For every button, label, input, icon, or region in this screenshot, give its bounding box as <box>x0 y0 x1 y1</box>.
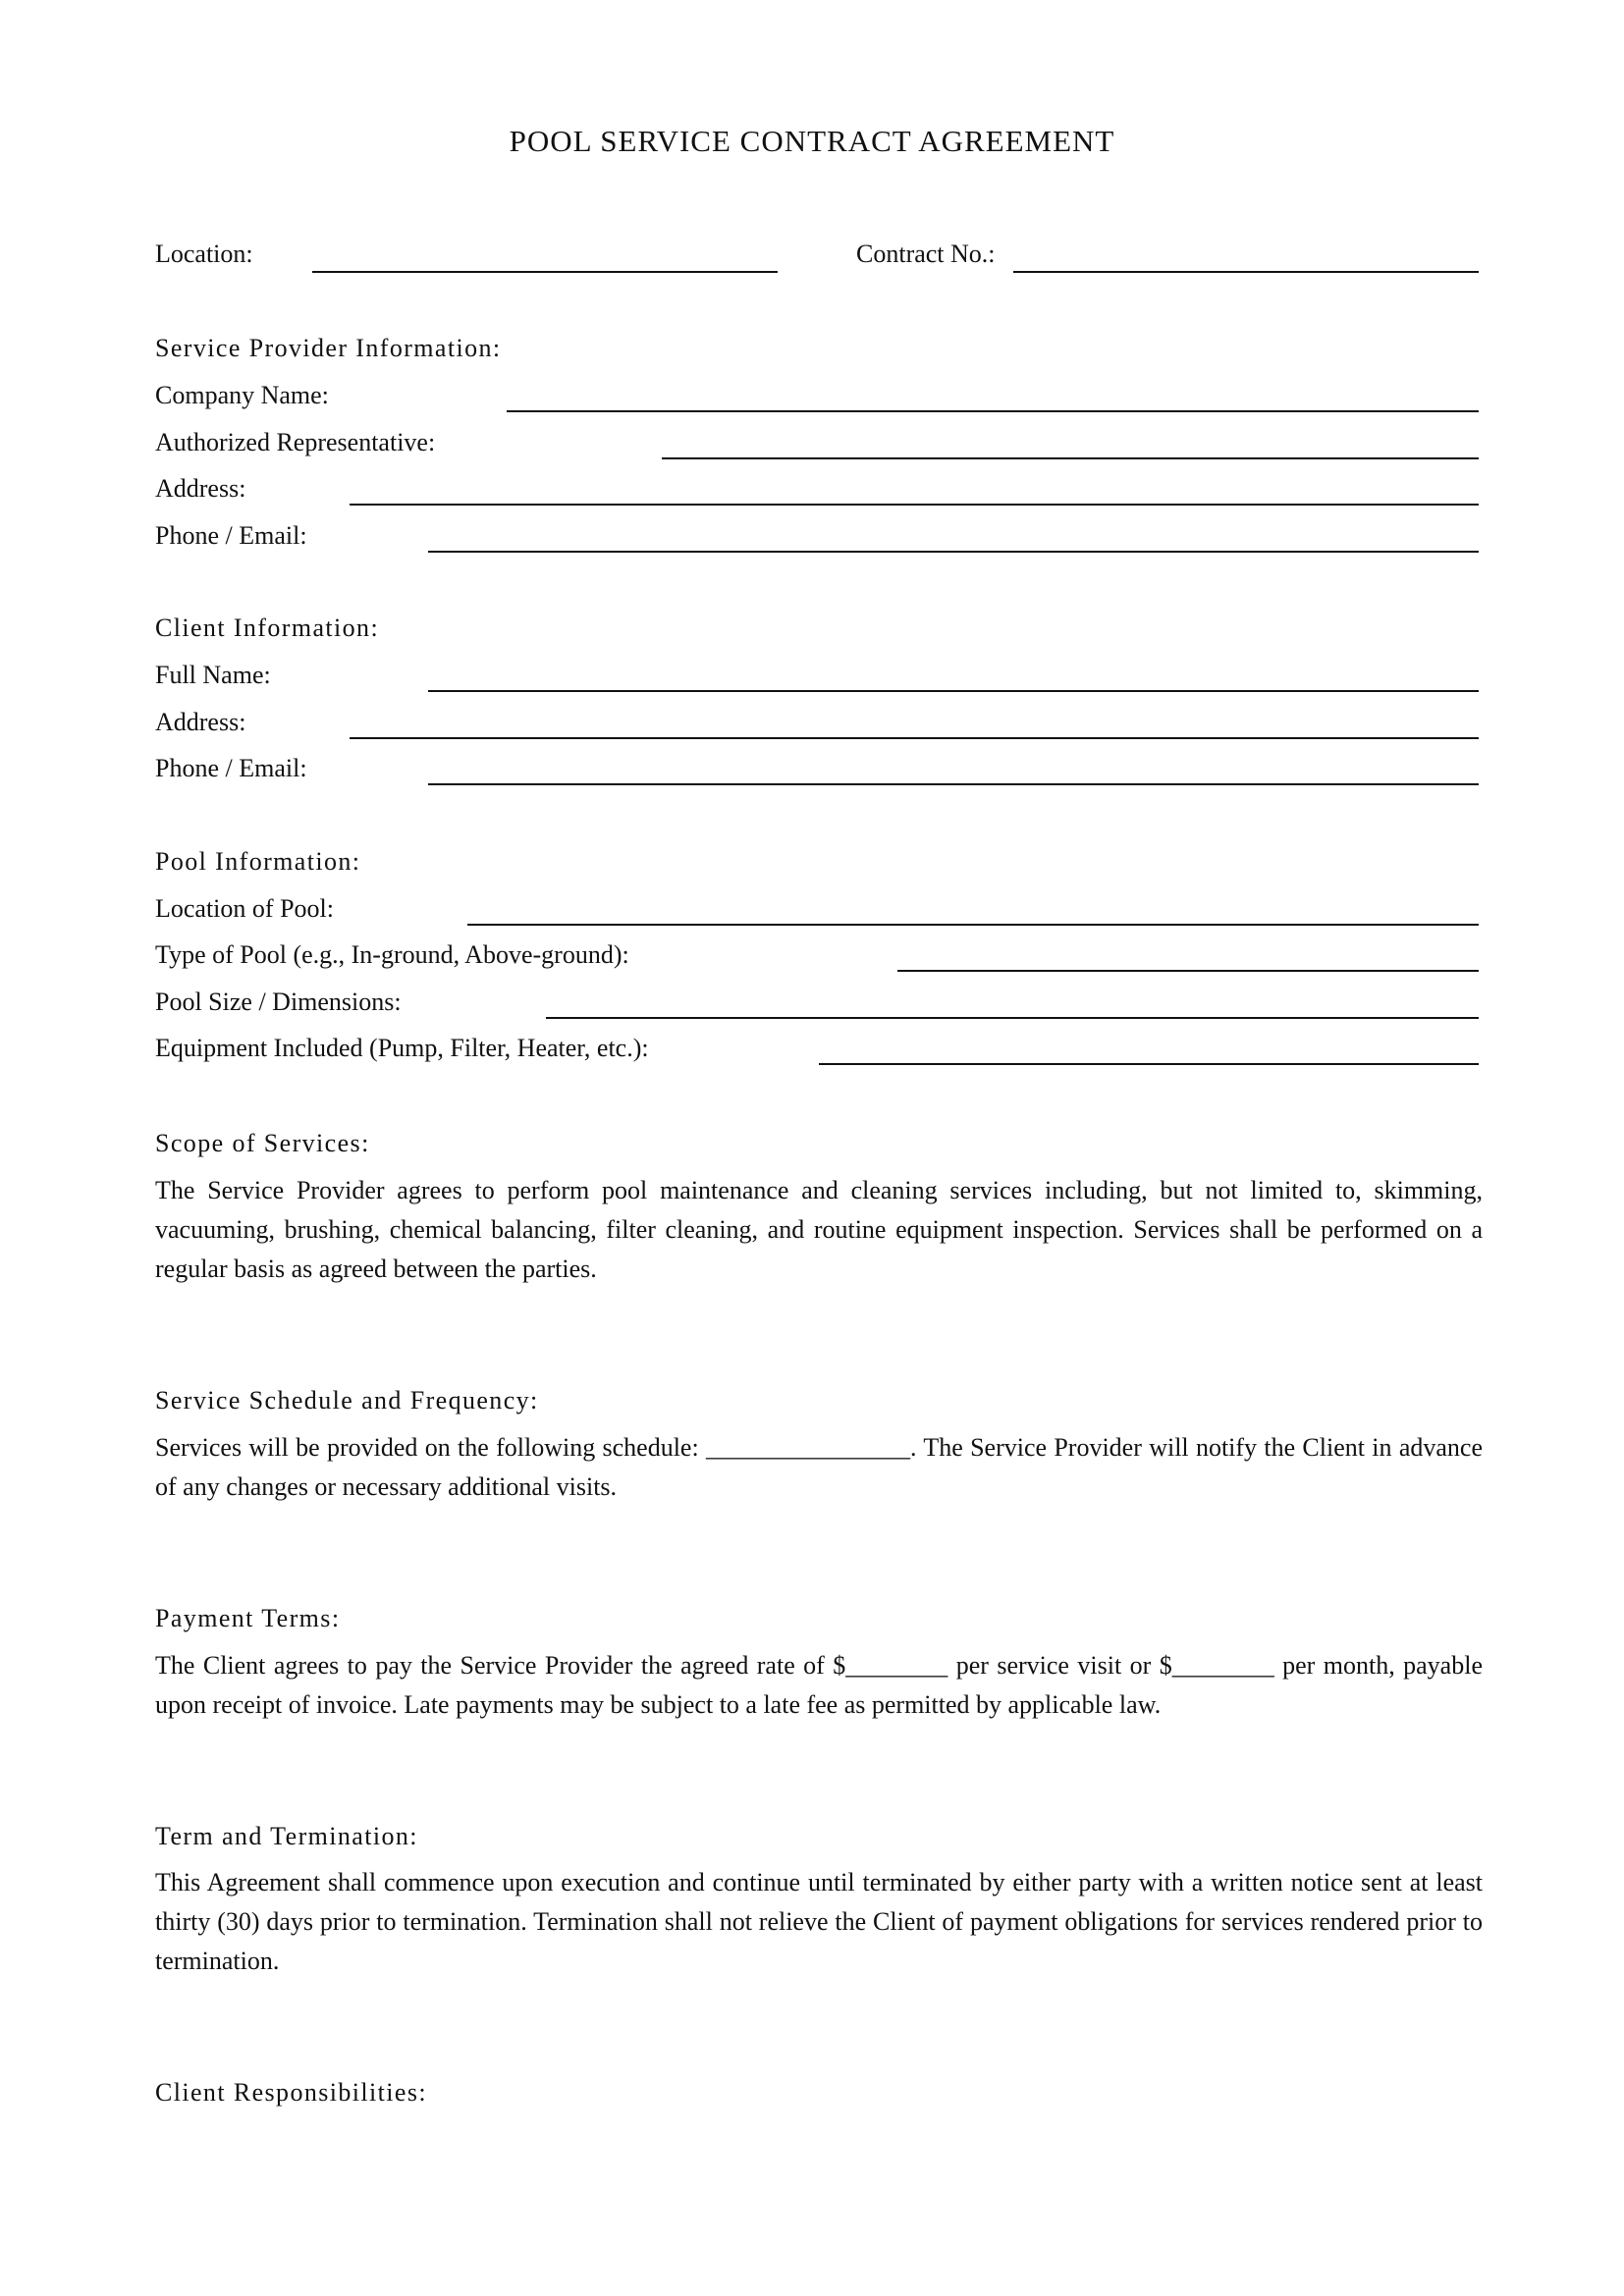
authorized-representative-field[interactable] <box>662 457 1479 459</box>
client-address-label: Address: <box>155 708 246 736</box>
pool-type-label: Type of Pool (e.g., In-ground, Above-ground): <box>155 940 629 969</box>
service-schedule-heading: Service Schedule and Frequency: <box>155 1386 539 1415</box>
client-phone-email-label: Phone / Email: <box>155 754 307 782</box>
company-name-label: Company Name: <box>155 381 329 409</box>
location-field[interactable] <box>312 271 778 273</box>
term-termination-text: This Agreement shall commence upon execution and continue until terminated by either party with a written notice sent at least thirty (30) days prior to termination. Termination shall not relieve the Client of payment obligations for services rendered prior to termination. <box>155 1868 1483 1975</box>
pool-location-field[interactable] <box>467 924 1479 926</box>
company-name-field[interactable] <box>507 410 1479 412</box>
scope-of-services-heading: Scope of Services: <box>155 1129 370 1157</box>
term-termination-heading: Term and Termination: <box>155 1822 418 1850</box>
client-full-name-label: Full Name: <box>155 661 271 689</box>
pool-size-field[interactable] <box>546 1017 1479 1019</box>
service-schedule-text: Services will be provided on the following schedule: ________________. The Service Provider will notify the Client in advance of any changes or necessary additional visits. <box>155 1433 1483 1501</box>
provider-address-field[interactable] <box>350 504 1479 506</box>
authorized-representative-label: Authorized Representative: <box>155 428 436 456</box>
equipment-included-field[interactable] <box>819 1063 1479 1065</box>
pool-size-label: Pool Size / Dimensions: <box>155 988 402 1016</box>
client-phone-email-field[interactable] <box>428 783 1479 785</box>
client-responsibilities-heading: Client Responsibilities: <box>155 2078 427 2107</box>
payment-terms-heading: Payment Terms: <box>155 1604 341 1632</box>
provider-phone-email-label: Phone / Email: <box>155 521 307 550</box>
pool-information-heading: Pool Information: <box>155 847 361 876</box>
service-provider-heading: Service Provider Information: <box>155 334 502 362</box>
equipment-included-label: Equipment Included (Pump, Filter, Heater, etc.): <box>155 1034 649 1062</box>
provider-address-label: Address: <box>155 474 246 503</box>
contract-no-label: Contract No.: <box>856 240 996 268</box>
pool-type-field[interactable] <box>897 970 1479 972</box>
provider-phone-email-field[interactable] <box>428 551 1479 553</box>
client-address-field[interactable] <box>350 737 1479 739</box>
client-full-name-field[interactable] <box>428 690 1479 692</box>
payment-terms-text: The Client agrees to pay the Service Provider the agreed rate of $________ per service visit or $________ per month, payable upon receipt of invoice. Late payments may be subject to a late fee as permitted by applicable law. <box>155 1651 1483 1719</box>
contract-no-field[interactable] <box>1013 271 1479 273</box>
document-title: POOL SERVICE CONTRACT AGREEMENT <box>509 124 1115 158</box>
scope-of-services-text: The Service Provider agrees to perform pool maintenance and cleaning services including, but not limited to, skimming, vacuuming, brushing, chemical balancing, filter cleaning, and routine equipment inspection. Services shall be performed on a regular basis as agreed between the parties. <box>155 1176 1483 1283</box>
location-label: Location: <box>155 240 253 268</box>
pool-location-label: Location of Pool: <box>155 894 334 923</box>
client-information-heading: Client Information: <box>155 614 380 642</box>
